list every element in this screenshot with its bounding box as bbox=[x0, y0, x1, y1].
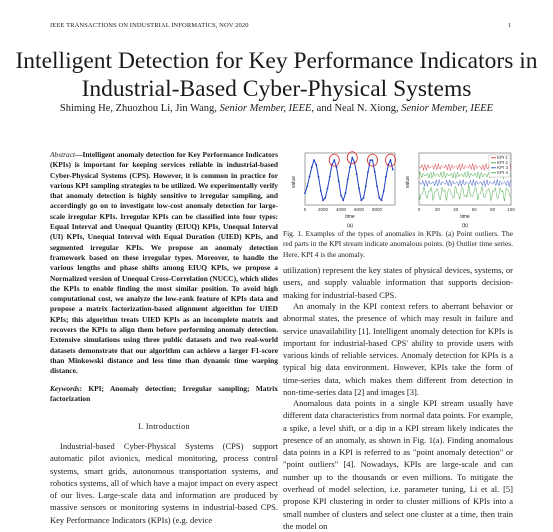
kpi-point bbox=[349, 166, 351, 168]
abstract-lead: Abstract bbox=[50, 150, 76, 159]
kpi-point bbox=[315, 164, 317, 166]
kpi-point bbox=[338, 180, 340, 182]
kpi-point bbox=[333, 159, 335, 161]
kpi-point bbox=[347, 178, 349, 180]
intro-paragraph: Industrial-based Cyber-Physical Systems (CPS) support automatic pilot avionics, medical monitoring, process control systems, smart grids, autonomous transportation systems, and robotics systems, all of which have a major impact on every aspect of our lives. Large-scale data and information are produced by massive sensors or monitoring systems in industrial-based CPS. Key Performance Indicators (KPIs) (e.g. device bbox=[50, 441, 278, 525]
kpi-point bbox=[304, 192, 306, 194]
legend-entry: KPI 1 bbox=[497, 155, 509, 160]
kpi-point bbox=[311, 166, 313, 168]
x-tick-label-b: 60 bbox=[471, 207, 477, 212]
kpi-point bbox=[360, 199, 362, 201]
kpi-point bbox=[381, 199, 383, 201]
kpi-point bbox=[367, 171, 369, 173]
panel-b-label: (b) bbox=[461, 223, 469, 228]
x-tick-label-b: 100 bbox=[507, 207, 515, 212]
kpi-point bbox=[320, 190, 322, 192]
figure-caption: Fig. 1. Examples of the types of anomalies in KPIs. (a) Point outliers. The red parts in the KPI stream indicate anomalous points. (b) Outlier time series. Here, KPI 4 is the anomaly. bbox=[283, 229, 513, 259]
x-tick-label-b: 80 bbox=[490, 207, 496, 212]
keywords-text: : KPI; Anomaly detection; Irregular sampling; Matrix factorization bbox=[50, 384, 278, 404]
kpi-point bbox=[324, 197, 326, 199]
x-ticks-b bbox=[418, 207, 515, 212]
x-axis-label-b: time bbox=[460, 214, 470, 220]
author-names-1: Shiming He, Zhuozhou Li, Jin Wang, bbox=[59, 103, 220, 114]
legend-entry: KPI 4 bbox=[497, 170, 509, 175]
x-tick-label-b: 20 bbox=[434, 207, 440, 212]
paper-title: Intelligent Detection for Key Performance Indicators in Industrial-Based Cyber-Physical Systems bbox=[15, 48, 538, 102]
keywords bbox=[50, 384, 278, 405]
x-axis-label-a: time bbox=[345, 214, 355, 220]
y-axis-label-b: value bbox=[405, 176, 411, 188]
kpi-point bbox=[392, 169, 394, 171]
right-paragraph-3: Anomalous data points in a single KPI stream usually have different data characteristics from normal data points. For example, a spike, a level shift, or a dip in a KPI stream likely indicates the presence of an anomaly, as shown in Fig. 1(a). Finding anomalous data points in a KPI is referred to as "point anomaly detection" or "point outliers" [4]. Nowadays, KPIs are large-scale and can number up to the thousands or even millions. To mitigate the overhead of model selection, i.e. parameter tuning, Li et al. [5] propose KPI clustering in order to cluster millions of KPIs into a small number of clusters and select one cluster at a time, then train the model on bbox=[283, 398, 513, 531]
kpi-point bbox=[329, 176, 331, 178]
legend-b bbox=[489, 155, 510, 177]
author-list bbox=[0, 103, 553, 114]
series-line-3 bbox=[419, 179, 511, 187]
kpi-point bbox=[374, 171, 376, 173]
x-tick-label-a: 2000 bbox=[317, 207, 329, 212]
kpi-point bbox=[342, 199, 344, 201]
author-role-2: Senior Member, IEEE bbox=[401, 103, 494, 114]
right-paragraph-2: An anomaly in the KPI context refers to aberrant behavior or abnormal states, the presence of which may result in failure and service unavailability [1]. Intelligent anomaly detection for KPIs is important for industrial-based CPS' ability to provide users with various kinds of reliable services. Anomaly detection for KPIs is a typical big data environment. However, KPIs take the form of time-series data, which makes them different from detection in non-time-series data [2] and images [3]. bbox=[283, 301, 513, 398]
panel-a-label: (a) bbox=[346, 223, 354, 228]
right-paragraph-1: utilization) represent the key states of physical devices, systems, or users, and supply valuable information that supports decision-making for industrial-based CPS. bbox=[283, 265, 513, 300]
kpi-point bbox=[322, 199, 324, 201]
kpi-point bbox=[306, 185, 308, 187]
x-tick-label-a: 0 bbox=[303, 207, 307, 212]
keywords-lead: Keywords bbox=[50, 384, 80, 393]
kpi-point bbox=[309, 176, 311, 178]
running-header: IEEE TRANSACTIONS ON INDUSTRIAL INFORMATICS, NOV 2020 bbox=[50, 22, 249, 29]
kpi-point bbox=[327, 188, 329, 190]
legend-entry: KPI 3 bbox=[497, 165, 509, 170]
x-tick-label-b: 40 bbox=[453, 207, 459, 212]
series-line-4 bbox=[419, 184, 511, 201]
kpi-point bbox=[372, 159, 374, 161]
kpi-point bbox=[356, 173, 358, 175]
kpi-point bbox=[340, 195, 342, 197]
section-heading: I. Introduction bbox=[138, 422, 190, 431]
x-tick-label-a: 8000 bbox=[371, 207, 383, 212]
kpi-point bbox=[313, 159, 315, 161]
kpi-point bbox=[385, 176, 387, 178]
kpi-point bbox=[358, 188, 360, 190]
plot-area-a bbox=[304, 152, 395, 201]
x-tick-label-b: 0 bbox=[417, 207, 421, 212]
figure-panel-a bbox=[289, 148, 399, 228]
figure-panel-b bbox=[403, 148, 515, 228]
abstract-text: —Intelligent anomaly detection for Key Performance Indicators (KPIs) is important for keeping services reliable in industrial-based Cyber-Physical Systems (CPS). However, it is common in practice for various KPI sampling strategies to be utilized. We experimentally verify that anomaly detection is highly sensitive to irregular sampling, and accordingly go on to investigate low-cost anomaly detection for large-scale irregular KPIs. Irregular KPIs can be classified into four types: Equal Interval and Unequal Quantity (EIUQ) KPIs, Unequal Interval (UI) KPIs, Unequal Interval with Equal Duration (UIED) KPIs, and segmented irregular KPIs. We propose an anomaly detection framework based on these irregular types. Moreover, to handle the various lengths and phase shifts among EIUQ KPIs, we propose a Normalized version of Unequal Cross-Correlation (NUCC), which slides the KPIs to enable finding the most similar position. To avoid high computational cost, we analyze the low-rank feature of KPIs data and propose a matrix factorization-based alignment algorithm for UIED KPIs; this algorithm treats UIED KPIs as an incomplete matrix and recovers the KPIs to align them before performing anomaly detection. Extensive simulations using three public datasets and two real-world datasets demonstrate that our algorithm can achieve a larger F1-score than Minkowski distance and less time than dynamic time warping distance. bbox=[50, 150, 278, 376]
kpi-point bbox=[383, 190, 385, 192]
kpi-point bbox=[318, 176, 320, 178]
x-tick-label-a: 4000 bbox=[335, 207, 347, 212]
legend-entry: KPI 2 bbox=[497, 160, 509, 165]
kpi-point bbox=[390, 159, 392, 161]
y-axis-label-a: value bbox=[291, 176, 297, 188]
kpi-point bbox=[345, 192, 347, 194]
kpi-point bbox=[351, 157, 353, 159]
page-number: 1 bbox=[508, 22, 512, 29]
kpi-point bbox=[365, 185, 367, 187]
author-names-2: , and Neal N. Xiong, bbox=[311, 103, 402, 114]
author-role-1: Senior Member, IEEE bbox=[219, 103, 312, 114]
abstract bbox=[50, 150, 278, 377]
kpi-point bbox=[336, 166, 338, 168]
kpi-series-line bbox=[305, 158, 393, 201]
x-tick-label-a: 6000 bbox=[353, 207, 365, 212]
kpi-point bbox=[363, 197, 365, 199]
kpi-point bbox=[378, 197, 380, 199]
kpi-point bbox=[376, 185, 378, 187]
kpi-point bbox=[369, 159, 371, 161]
x-ticks-a bbox=[304, 207, 383, 212]
